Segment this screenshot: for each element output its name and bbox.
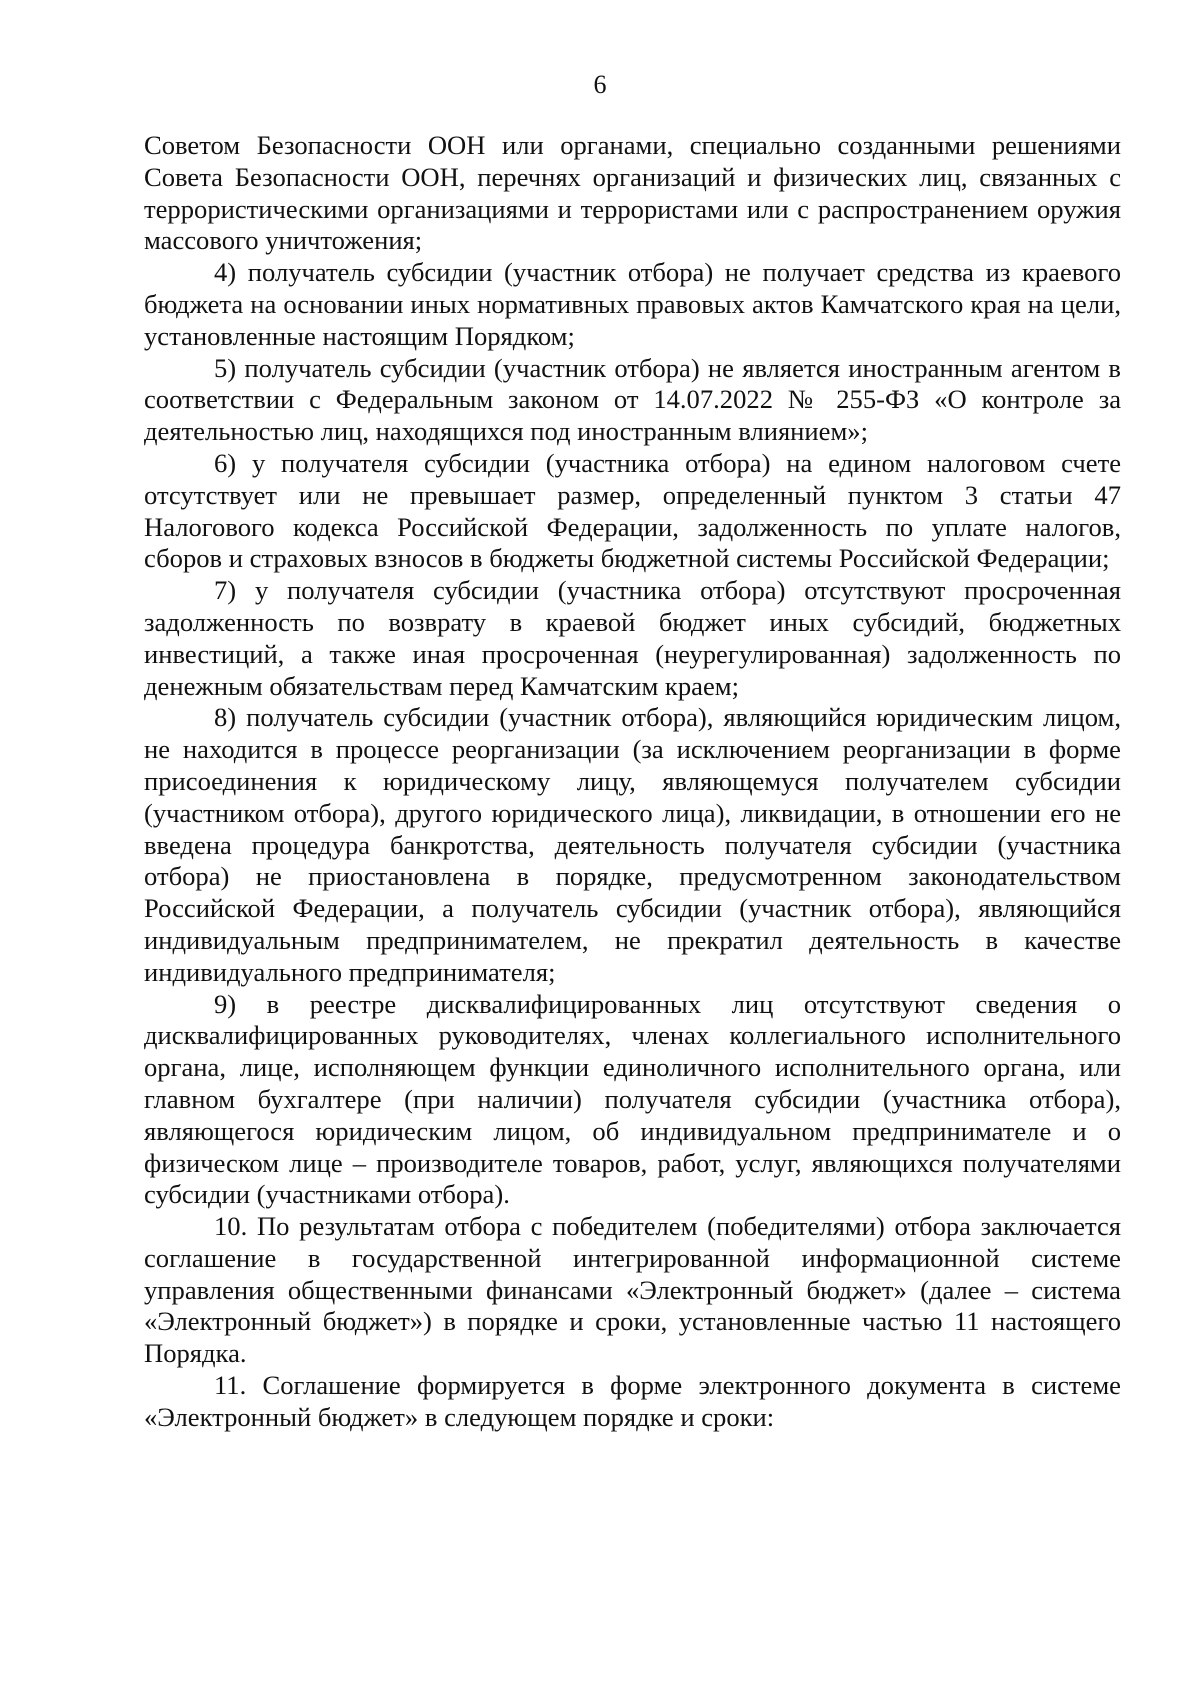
paragraph-item-4: 4) получатель субсидии (участник отбора) не получает средства из краевого бюджета на основании иных нормативных правовых актов Камчатского края на цели, установленные настоящим Порядком; (144, 257, 1121, 351)
paragraph-item-6: 6) у получателя субсидии (участника отбора) на едином налоговом счете отсутствует или не превышает размер, определенный пунктом 3 статьи 47 Налогового кодекса Российской Федерации, задолженность по уплате налогов, сборов и страховых взносов в бюджеты бюджетной системы Российской Федерации; (144, 447, 1121, 574)
page-number: 6 (593, 70, 607, 99)
paragraph-item-5: 5) получатель субсидии (участник отбора) не является иностранным агентом в соответствии с Федеральным законом от 14.07.2022 № 255-ФЗ «О контроле за деятельностью лиц, находящихся под иностранным влиянием»; (144, 352, 1121, 447)
paragraph-item-7: 7) у получателя субсидии (участника отбора) отсутствуют просроченная задолженность по возврату в краевой бюджет иных субсидий, бюджетных инвестиций, а также иная просроченная (неурегулированная) задолженность по денежным обязательствам перед Камчатским краем; (144, 575, 1121, 701)
paragraph-item-8: 8) получатель субсидии (участник отбора), являющийся юридическим лицом, не находится в процессе реорганизации (за исключением реорганизации в форме присоединения к юридическому лицу, являющемуся получателем субсидии (участником отбора), другого юридического лица), ликвидации, в отношении его не введена процедура банкротства, деятельность получателя субсидии (участника отбора) не приостановлена в порядке, предусмотренном законодательством Российской Федерации, а получатель субсидии (участник отбора), являющийся индивидуальным предпринимателем, не прекратил деятельность в качестве индивидуального предпринимателя; (144, 702, 1121, 987)
paragraph-item-9: 9) в реестре дисквалифицированных лиц отсутствуют сведения о дисквалифицированных руководителях, членах коллегиального исполнительного органа, лице, исполняющем функции единоличного исполнительного органа, или главном бухгалтере (при наличии) получателя субсидии (участника отбора), являющегося юридическим лицом, об индивидуальном предпринимателе и о физическом лице – производителе товаров, работ, услуг, являющихся получателями субсидии (участниками отбора). (144, 988, 1121, 1210)
paragraph-section-11: 11. Соглашение формируется в форме электронного документа в системе «Электронный бюджет» в следующем порядке и сроки: (144, 1370, 1121, 1432)
document-body (144, 130, 1121, 1434)
paragraph-continuation: Советом Безопасности ООН или органами, специально созданными решениями Совета Безопасности ООН, перечнях организаций и физических лиц, связанных с террористическими организациями и террористами или с распространением оружия массового уничтожения; (144, 130, 1121, 256)
paragraph-section-10: 10. По результатам отбора с победителем (победителями) отбора заключается соглашение в государственной интегрированной информационной системе управления общественными финансами «Электронный бюджет» (далее – система «Электронный бюджет») в порядке и сроки, установленные частью 11 настоящего Порядка. (144, 1211, 1121, 1369)
